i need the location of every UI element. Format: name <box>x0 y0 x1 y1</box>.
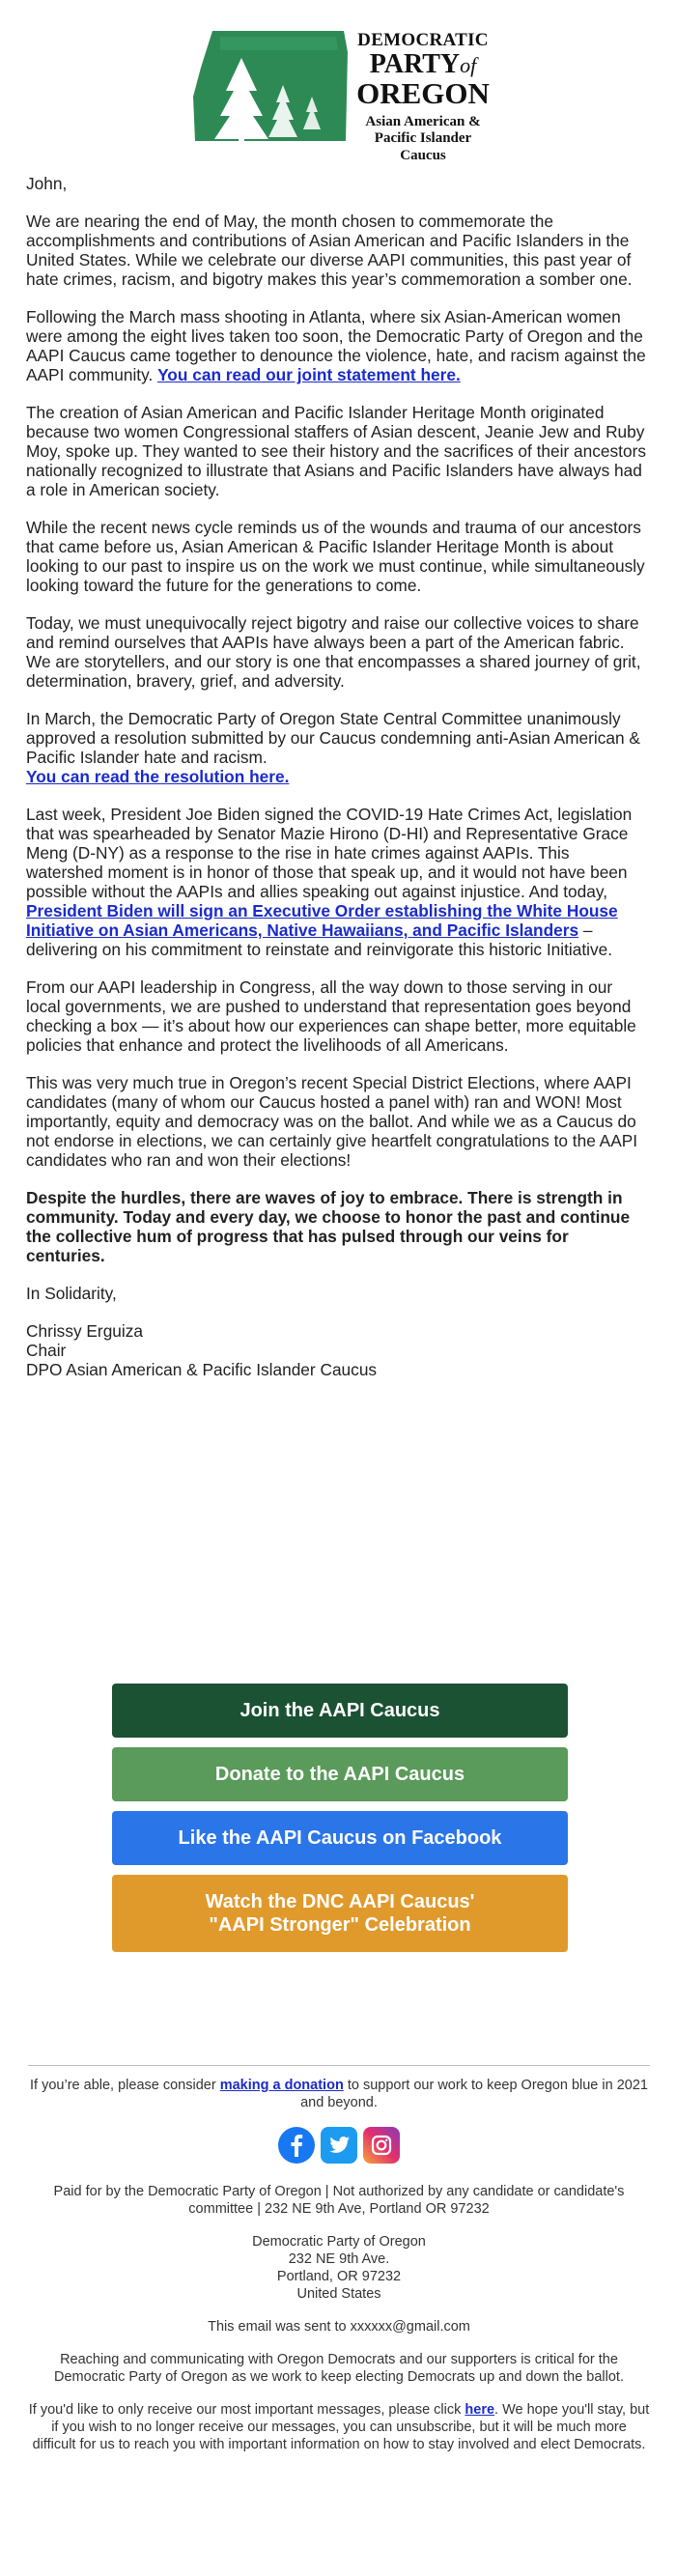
signature-name: Chrissy Erguiza <box>26 1321 144 1341</box>
preferences-link[interactable]: here <box>465 2402 495 2418</box>
join-caucus-button[interactable]: Join the AAPI Caucus <box>112 1684 568 1738</box>
cta-buttons <box>112 1684 568 1962</box>
twitter-icon[interactable] <box>321 2127 357 2164</box>
mailing-address <box>28 2233 650 2303</box>
logo-line-oregon: OREGON <box>356 76 490 110</box>
paragraph-resolution: In March, the Democratic Party of Oregon State Central Committee unanimously approved a resolution submitted by our Caucus condemning anti-Asian American & Pacific Islander hate and racism. You can read the resolution here. <box>26 709 640 786</box>
address-line: United States <box>296 2286 381 2302</box>
signature-title: Chair <box>26 1341 67 1360</box>
reaching-note: Reaching and communicating with Oregon Democrats and our supporters is critical for the Democratic Party of Oregon as we work to keep electing Democrats up and down the ballot. <box>54 2352 624 2385</box>
facebook-icon[interactable] <box>278 2127 315 2164</box>
executive-order-link[interactable]: President Biden will sign an Executive Order establishing the White House Initiative on Asian Americans, Native Hawaiians, and Pacific Islanders <box>26 901 618 940</box>
watch-celebration-button[interactable]: Watch the DNC AAPI Caucus' "AAPI Stronger" Celebration <box>112 1875 568 1952</box>
address-line: 232 NE 9th Ave. <box>288 2251 390 2267</box>
paragraph-reject-bigotry: Today, we must unequivocally reject bigotry and raise our collective voices to share and remind ourselves that AAPIs have always been a part of the American fabric. We are storytellers, and our story is one that encompasses a shared journey of grit, determination, bravery, grief, and adversity. <box>26 613 641 691</box>
instagram-icon[interactable] <box>363 2127 400 2164</box>
logo-line-democratic: DEMOCRATIC <box>357 30 489 50</box>
paragraph-atlanta: Following the March mass shooting in Atlanta, where six Asian-American women were among the eight lives taken too soon, the Democratic Party of Oregon and the AAPI Caucus came together to denounce the violence, hate, and racism against the AAPI community. You can read our joint statement here. <box>26 307 646 384</box>
logo-line-party: PARTYof <box>369 49 477 79</box>
caucus-logo <box>191 29 491 163</box>
paragraph-hate-crimes-act: Last week, President Joe Biden signed the COVID-19 Hate Crimes Act, legislation that was spearheaded by Senator Mazie Hirono (D-HI) and Representative Grace Meng (D-NY) as a response to the rise in hate crimes against AAPIs. This watershed moment is in honor of those that speak up, and it would not have been possible without the AAPIs and allies speaking out against injustice. And today, President Biden will sign an Executive Order establishing the White House Initiative on Asian Americans, Native Hawaiians, and Pacific Islanders – delivering on his commitment to reinstate and reinvigorate this historic Initiative. <box>26 805 633 959</box>
paragraph-news-cycle: While the recent news cycle reminds us of the wounds and trauma of our ancestors that came before us, Asian American & Pacific Islander Heritage Month is about looking to our past to inspire us on the work we must continue, while simultaneously looking toward the future for the generations to come. <box>26 518 645 595</box>
closing: In Solidarity, <box>26 1284 117 1303</box>
making-donation-link[interactable]: making a donation <box>219 2078 344 2093</box>
social-links <box>28 2127 650 2164</box>
oregon-tree-logo-icon <box>191 29 351 143</box>
logo-line-caucus: Asian American & Pacific Islander Caucus <box>365 114 481 163</box>
signature <box>26 1321 648 1379</box>
address-line: Portland, OR 97232 <box>276 2269 402 2284</box>
donation-note: If you’re able, please consider making a donation to support our work to keep Oregon blue in 2021 and beyond. <box>30 2078 648 2110</box>
paid-for-disclaimer: Paid for by the Democratic Party of Oregon | Not authorized by any candidate or candidate's committee | 232 NE 9th Ave, Portland OR 97232 <box>53 2184 625 2217</box>
address-line: Democratic Party of Oregon <box>252 2234 426 2250</box>
footer-divider <box>28 2065 650 2066</box>
sent-to-note: This email was sent to xxxxxx@gmail.com <box>208 2319 470 2335</box>
facebook-like-button[interactable]: Like the AAPI Caucus on Facebook <box>112 1811 568 1865</box>
paragraph-elections: This was very much true in Oregon’s recent Special District Elections, where AAPI candidates (many of whom our Caucus hosted a panel with) ran and WON! Most importantly, equity and democracy was on the ballot. And while we as a Caucus do not endorse in elections, we can certainly give heartfelt congratulations to the AAPI candidates who ran and won their elections! <box>26 1073 638 1170</box>
paragraph-intro: We are nearing the end of May, the month chosen to commemorate the accomplishments and contributions of Asian American and Pacific Islanders in the United States. While we celebrate our diverse AAPI communities, this past year of hate crimes, racism, and bigotry makes this year’s commemoration a somber one. <box>26 212 633 289</box>
footer <box>28 2077 650 2469</box>
donate-button[interactable]: Donate to the AAPI Caucus <box>112 1747 568 1801</box>
greeting: John, <box>26 174 68 193</box>
unsubscribe-note: If you'd like to only receive our most important messages, please click here. We hope you'll stay, but if you wish to no longer receive our messages, you can unsubscribe, but it will be much more difficult for us to reach you with important information on how to stay involved and elect Democrats. <box>28 2402 650 2452</box>
paragraph-hurdles: Despite the hurdles, there are waves of joy to embrace. There is strength in community. Today and every day, we choose to honor the past and continue the collective hum of progress that has pulsed through our veins for centuries. <box>26 1188 631 1265</box>
paragraph-representation: From our AAPI leadership in Congress, all the way down to those serving in our local governments, we are pushed to understand that representation goes beyond checking a box — it’s about how our experiences can shape better, more equitable policies that enhance and protect the livelihoods of all Americans. <box>26 977 636 1055</box>
joint-statement-link[interactable]: You can read our joint statement here. <box>157 365 461 384</box>
paragraph-history: The creation of Asian American and Pacific Islander Heritage Month originated because two women Congressional staffers of Asian descent, Jeanie Jew and Ruby Moy, spoke up. They wanted to see their history and the sacrifices of their ancestors nationally recognized to illustrate that Asians and Pacific Islanders have always had a role in American society. <box>26 403 646 499</box>
resolution-link[interactable]: You can read the resolution here. <box>26 767 290 786</box>
logo-wordmark <box>351 29 495 164</box>
email-body <box>26 174 648 1379</box>
signature-org: DPO Asian American & Pacific Islander Caucus <box>26 1360 378 1379</box>
